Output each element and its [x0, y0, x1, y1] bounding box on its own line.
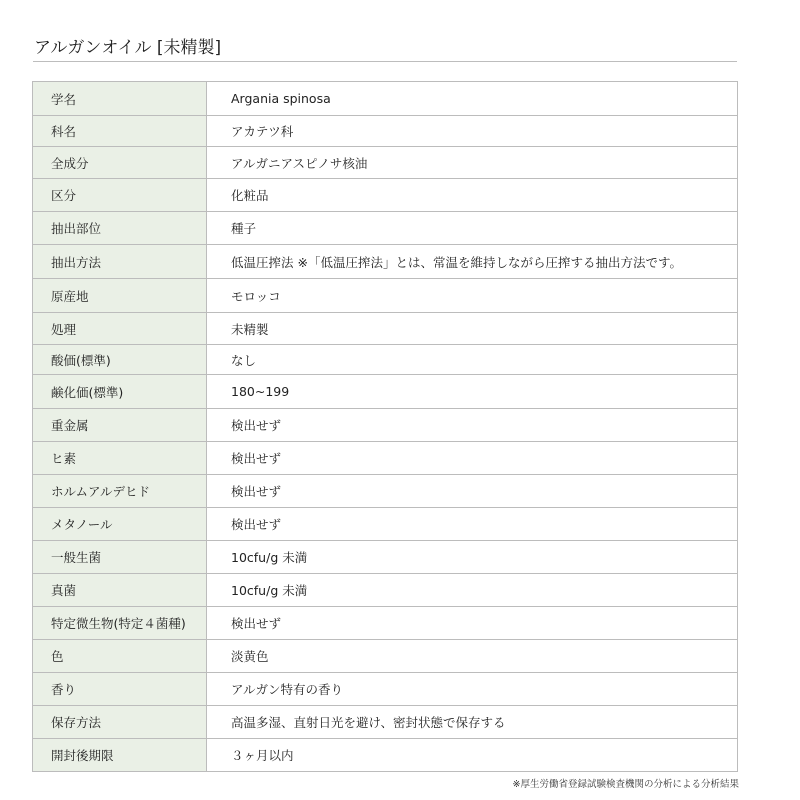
row-value: 未精製	[207, 313, 738, 345]
table-row	[33, 82, 738, 116]
table-row	[33, 345, 738, 375]
table-row	[33, 179, 738, 212]
row-value: 10cfu/g 未満	[207, 574, 738, 607]
footnote: ※厚生労働省登録試験検査機関の分析による分析結果	[512, 779, 739, 790]
row-value: 検出せず	[207, 607, 738, 640]
title-divider	[33, 61, 737, 62]
row-key: 原産地	[33, 279, 207, 313]
row-value: アカテツ科	[207, 116, 738, 147]
table-row	[33, 279, 738, 313]
row-key: 全成分	[33, 147, 207, 179]
row-value: モロッコ	[207, 279, 738, 313]
row-key: 一般生菌	[33, 541, 207, 574]
row-value: 低温圧搾法 ※「低温圧搾法」とは、常温を維持しながら圧搾する抽出方法です。	[207, 245, 738, 279]
table-row	[33, 313, 738, 345]
row-key: 処理	[33, 313, 207, 345]
row-key: ヒ素	[33, 442, 207, 475]
row-key: 特定微生物(特定４菌種)	[33, 607, 207, 640]
spec-table	[32, 81, 738, 772]
table-row	[33, 541, 738, 574]
row-key: メタノール	[33, 508, 207, 541]
row-value: 種子	[207, 212, 738, 245]
row-key: 酸価(標準)	[33, 345, 207, 375]
table-row	[33, 706, 738, 739]
row-key: 抽出方法	[33, 245, 207, 279]
row-key: ホルムアルデヒド	[33, 475, 207, 508]
row-value: なし	[207, 345, 738, 375]
spec-table-body	[33, 82, 738, 772]
table-row	[33, 116, 738, 147]
row-value: 高温多湿、直射日光を避け、密封状態で保存する	[207, 706, 738, 739]
row-value: アルガニアスピノサ核油	[207, 147, 738, 179]
table-row	[33, 475, 738, 508]
row-key: 鹸化価(標準)	[33, 375, 207, 409]
table-row	[33, 212, 738, 245]
row-value: 検出せず	[207, 409, 738, 442]
row-key: 重金属	[33, 409, 207, 442]
table-row	[33, 442, 738, 475]
row-value: 検出せず	[207, 475, 738, 508]
row-key: 学名	[33, 82, 207, 116]
row-key: 保存方法	[33, 706, 207, 739]
row-value: 180~199	[207, 375, 738, 409]
row-value: 検出せず	[207, 442, 738, 475]
table-row	[33, 508, 738, 541]
page-title: アルガンオイル [未精製]	[34, 38, 222, 58]
table-row	[33, 245, 738, 279]
row-key: 科名	[33, 116, 207, 147]
row-key: 色	[33, 640, 207, 673]
row-value: 検出せず	[207, 508, 738, 541]
table-row	[33, 574, 738, 607]
row-value: 化粧品	[207, 179, 738, 212]
table-row	[33, 607, 738, 640]
row-value: Argania spinosa	[207, 82, 738, 116]
table-row	[33, 409, 738, 442]
table-row	[33, 640, 738, 673]
row-key: 開封後期限	[33, 739, 207, 772]
row-key: 抽出部位	[33, 212, 207, 245]
row-value: ３ヶ月以内	[207, 739, 738, 772]
table-row	[33, 673, 738, 706]
row-value: 10cfu/g 未満	[207, 541, 738, 574]
row-key: 区分	[33, 179, 207, 212]
table-row	[33, 739, 738, 772]
row-key: 真菌	[33, 574, 207, 607]
row-value: アルガン特有の香り	[207, 673, 738, 706]
table-row	[33, 375, 738, 409]
row-value: 淡黄色	[207, 640, 738, 673]
row-key: 香り	[33, 673, 207, 706]
table-row	[33, 147, 738, 179]
